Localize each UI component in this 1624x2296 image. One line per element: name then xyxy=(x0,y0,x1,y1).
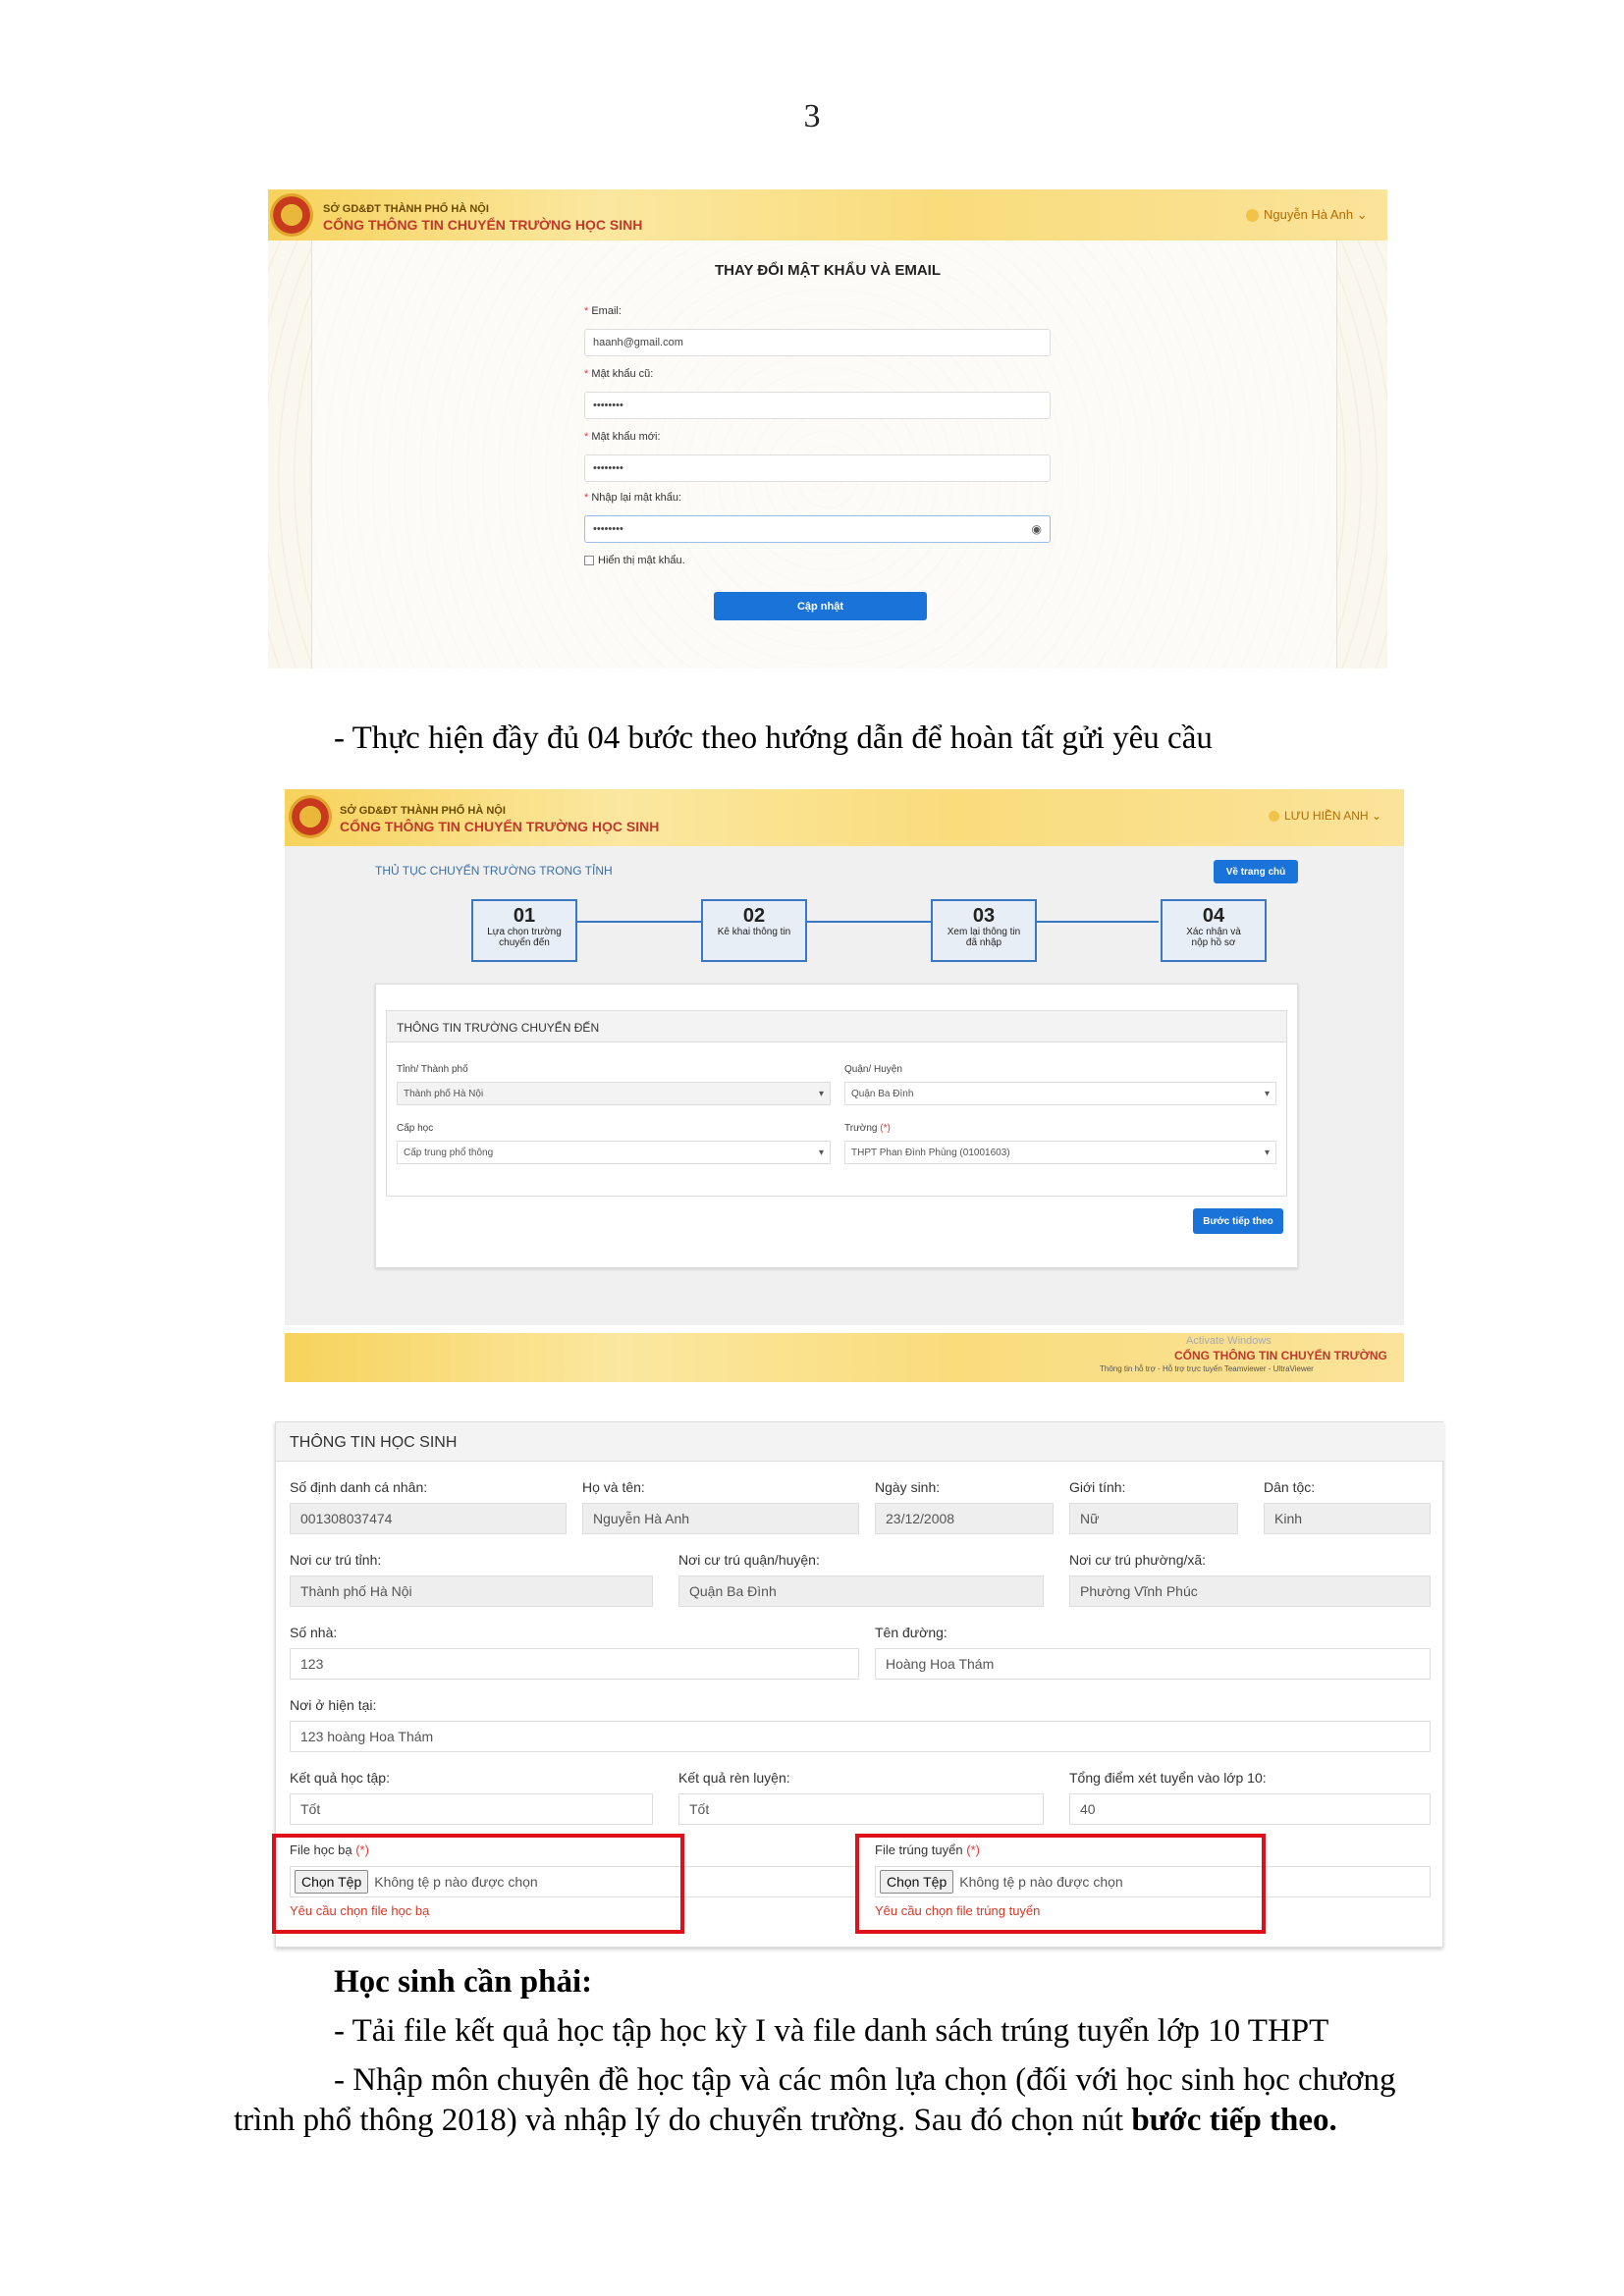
confirm-password-label: * Nhập lại mật khẩu: xyxy=(584,492,682,504)
step-1-number: 01 xyxy=(513,905,536,927)
level-value: Cấp trung phổ thông xyxy=(404,1147,494,1158)
admission-file-error: Yêu cầu chọn file trúng tuyển xyxy=(875,1903,1041,1918)
ethnic-label: Dân tộc: xyxy=(1264,1479,1316,1495)
chevron-down-icon: ▾ xyxy=(818,1147,824,1158)
email-label: * Email: xyxy=(584,305,622,317)
heading-students-must: Học sinh cần phải: xyxy=(334,1964,593,2000)
no-file-text: Không tệ p nào được chọn xyxy=(374,1874,538,1890)
next-step-button[interactable]: Bước tiếp theo xyxy=(1193,1208,1283,1234)
show-password-row xyxy=(584,555,685,566)
transfer-procedure-screenshot xyxy=(285,789,1404,1373)
study-result-field[interactable]: Tốt xyxy=(290,1793,653,1825)
school-select[interactable] xyxy=(844,1141,1276,1164)
instruction-paragraph-1: - Thực hiện đầy đủ 04 bước theo hướng dẫn để hoàn tất gửi yêu cầu xyxy=(334,721,1213,756)
new-password-label: * Mật khẩu mới: xyxy=(584,431,661,443)
province-label: Tỉnh/ Thành phố xyxy=(397,1064,468,1075)
show-password-checkbox[interactable] xyxy=(584,556,594,565)
org-name: SỞ GD&ĐT THÀNH PHỐ HÀ NỘI xyxy=(323,203,489,215)
old-password-field[interactable]: •••••••• xyxy=(584,392,1051,419)
highlight-admission-file xyxy=(855,1834,1266,1934)
house-field[interactable]: 123 xyxy=(290,1648,859,1680)
school-value: THPT Phan Đình Phùng (01001603) xyxy=(851,1147,1010,1158)
dob-field: 23/12/2008 xyxy=(875,1503,1054,1534)
step-3-label-2: đã nhập xyxy=(965,937,1002,948)
step-4-label-2: nộp hồ sơ xyxy=(1191,937,1236,948)
choose-file-button[interactable]: Chọn Tệp xyxy=(880,1870,953,1894)
instruction-paragraph-3-line-2 xyxy=(234,2097,1337,2144)
instruction-paragraph-2: - Tải file kết quả học tập học kỳ I và file danh sách trúng tuyển lớp 10 THPT xyxy=(334,2013,1329,2049)
house-label: Số nhà: xyxy=(290,1625,338,1640)
user-icon xyxy=(1246,209,1259,222)
report-file-label: File học bạ (*) xyxy=(290,1842,369,1857)
step-4[interactable] xyxy=(1161,899,1267,962)
procedure-title: THỦ TỤC CHUYỂN TRƯỜNG TRONG TỈNH xyxy=(375,864,613,878)
step-2-label: Kê khai thông tin xyxy=(717,927,791,937)
chevron-down-icon: ▾ xyxy=(818,1088,824,1099)
step-2-number: 02 xyxy=(742,905,766,927)
show-password-label: Hiển thị mật khẩu. xyxy=(598,555,685,566)
chevron-down-icon: ⌄ xyxy=(1371,809,1382,823)
step-1-label-2: chuyển đến xyxy=(499,937,550,948)
step-1[interactable] xyxy=(471,899,577,962)
province-value: Thành phố Hà Nội xyxy=(404,1088,484,1099)
total-score-field[interactable]: 40 xyxy=(1069,1793,1431,1825)
user-icon xyxy=(1269,811,1279,822)
district-label: Quận/ Huyện xyxy=(844,1064,902,1075)
gender-label: Giới tính: xyxy=(1069,1479,1126,1495)
form-title: THAY ĐỔI MẬT KHẨU VÀ EMAIL xyxy=(714,262,941,279)
portal-name: CỔNG THÔNG TIN CHUYỂN TRƯỜNG HỌC SINH xyxy=(323,217,643,233)
dob-label: Ngày sinh: xyxy=(875,1479,941,1495)
name-field: Nguyễn Hà Anh xyxy=(582,1503,859,1534)
update-button[interactable]: Cập nhật xyxy=(714,592,927,620)
report-file-error: Yêu cầu chọn file học bạ xyxy=(290,1903,430,1918)
conduct-result-field[interactable]: Tốt xyxy=(678,1793,1044,1825)
total-score-label: Tổng điểm xét tuyển vào lớp 10: xyxy=(1069,1770,1267,1786)
school-panel xyxy=(375,984,1298,1268)
admission-file-label: File trúng tuyển (*) xyxy=(875,1842,980,1857)
footer-banner xyxy=(285,1333,1404,1382)
district-value: Quận Ba Đình xyxy=(851,1088,914,1099)
org-name: SỞ GD&ĐT THÀNH PHỐ HÀ NỘI xyxy=(340,805,506,817)
choose-file-button[interactable]: Chọn Tệp xyxy=(295,1870,368,1894)
eye-icon[interactable]: ◉ xyxy=(1031,522,1042,536)
conduct-result-label: Kết quả rèn luyện: xyxy=(678,1770,790,1786)
study-result-label: Kết quả học tập: xyxy=(290,1770,390,1786)
emblem-icon xyxy=(289,795,332,838)
header-banner xyxy=(268,189,1387,240)
section-card xyxy=(386,1010,1287,1197)
id-field: 001308037474 xyxy=(290,1503,567,1534)
school-label: Trường (*) xyxy=(844,1123,891,1134)
change-password-screenshot xyxy=(268,189,1387,668)
step-4-label: Xác nhận và xyxy=(1186,927,1241,937)
res-province-field: Thành phố Hà Nội xyxy=(290,1575,653,1607)
street-label: Tên đường: xyxy=(875,1625,947,1640)
footer-title: CỔNG THÔNG TIN CHUYỂN TRƯỜNG xyxy=(1174,1349,1387,1362)
current-address-field[interactable]: 123 hoàng Hoa Thám xyxy=(290,1721,1431,1752)
res-district-label: Nơi cư trú quận/huyện: xyxy=(678,1552,820,1568)
step-3-number: 03 xyxy=(972,905,996,927)
chevron-down-icon: ▾ xyxy=(1264,1147,1270,1158)
name-label: Họ và tên: xyxy=(582,1479,645,1495)
level-select[interactable] xyxy=(397,1141,831,1164)
confirm-password-field[interactable] xyxy=(584,515,1051,543)
user-menu[interactable] xyxy=(1269,809,1381,823)
res-province-label: Nơi cư trú tỉnh: xyxy=(290,1552,382,1568)
old-password-label: * Mật khẩu cũ: xyxy=(584,368,654,380)
current-address-label: Nơi ở hiện tại: xyxy=(290,1697,377,1713)
email-field[interactable]: haanh@gmail.com xyxy=(584,329,1051,356)
new-password-field[interactable]: •••••••• xyxy=(584,454,1051,482)
highlight-report-file xyxy=(272,1834,684,1934)
res-district-field: Quận Ba Đình xyxy=(678,1575,1044,1607)
level-label: Cấp học xyxy=(397,1123,434,1134)
user-menu[interactable] xyxy=(1246,207,1368,223)
paragraph-3-text: trình phổ thông 2018) và nhập lý do chuyển trường. Sau đó chọn nút xyxy=(234,2103,1132,2138)
emblem-icon xyxy=(270,193,313,237)
activate-watermark: Activate Windows xyxy=(1186,1335,1272,1347)
instruction-paragraph-3-line-1: - Nhập môn chuyên đề học tập và các môn lựa chọn (đối với học sinh học chương xyxy=(334,2062,1396,2098)
user-name: Nguyễn Hà Anh xyxy=(1264,207,1354,222)
page-number: 3 xyxy=(803,98,821,134)
district-select[interactable] xyxy=(844,1082,1276,1105)
user-name: LƯU HIỀN ANH xyxy=(1284,809,1369,823)
portal-name: CỔNG THÔNG TIN CHUYỂN TRƯỜNG HỌC SINH xyxy=(340,819,660,834)
next-step-emphasis: bước tiếp theo. xyxy=(1131,2103,1337,2138)
chevron-down-icon: ▾ xyxy=(1264,1088,1270,1099)
gender-field: Nữ xyxy=(1069,1503,1238,1534)
header-banner xyxy=(285,789,1404,846)
confirm-password-value: •••••••• xyxy=(593,523,623,535)
section-title: THÔNG TIN HỌC SINH xyxy=(290,1434,458,1451)
id-label: Số định danh cá nhân: xyxy=(290,1479,428,1495)
chevron-down-icon: ⌄ xyxy=(1356,207,1368,222)
no-file-text: Không tệ p nào được chọn xyxy=(959,1874,1123,1890)
res-ward-label: Nơi cư trú phường/xã: xyxy=(1069,1552,1207,1568)
step-3-label: Xem lại thông tin xyxy=(947,927,1021,937)
home-button[interactable]: Về trang chủ xyxy=(1214,860,1298,883)
step-4-number: 04 xyxy=(1202,905,1225,927)
section-title: THÔNG TIN TRƯỜNG CHUYỂN ĐẾN xyxy=(397,1021,600,1035)
street-field[interactable]: Hoàng Hoa Thám xyxy=(875,1648,1431,1680)
step-3[interactable] xyxy=(931,899,1037,962)
step-1-label: Lựa chọn trường xyxy=(487,927,562,937)
res-ward-field: Phường Vĩnh Phúc xyxy=(1069,1575,1431,1607)
ethnic-field: Kinh xyxy=(1264,1503,1431,1534)
step-2[interactable] xyxy=(701,899,807,962)
province-select[interactable] xyxy=(397,1082,831,1105)
footer-subtitle: Thông tin hỗ trợ - Hỗ trợ trực tuyến Teamviewer - UltraViewer xyxy=(1100,1364,1314,1373)
